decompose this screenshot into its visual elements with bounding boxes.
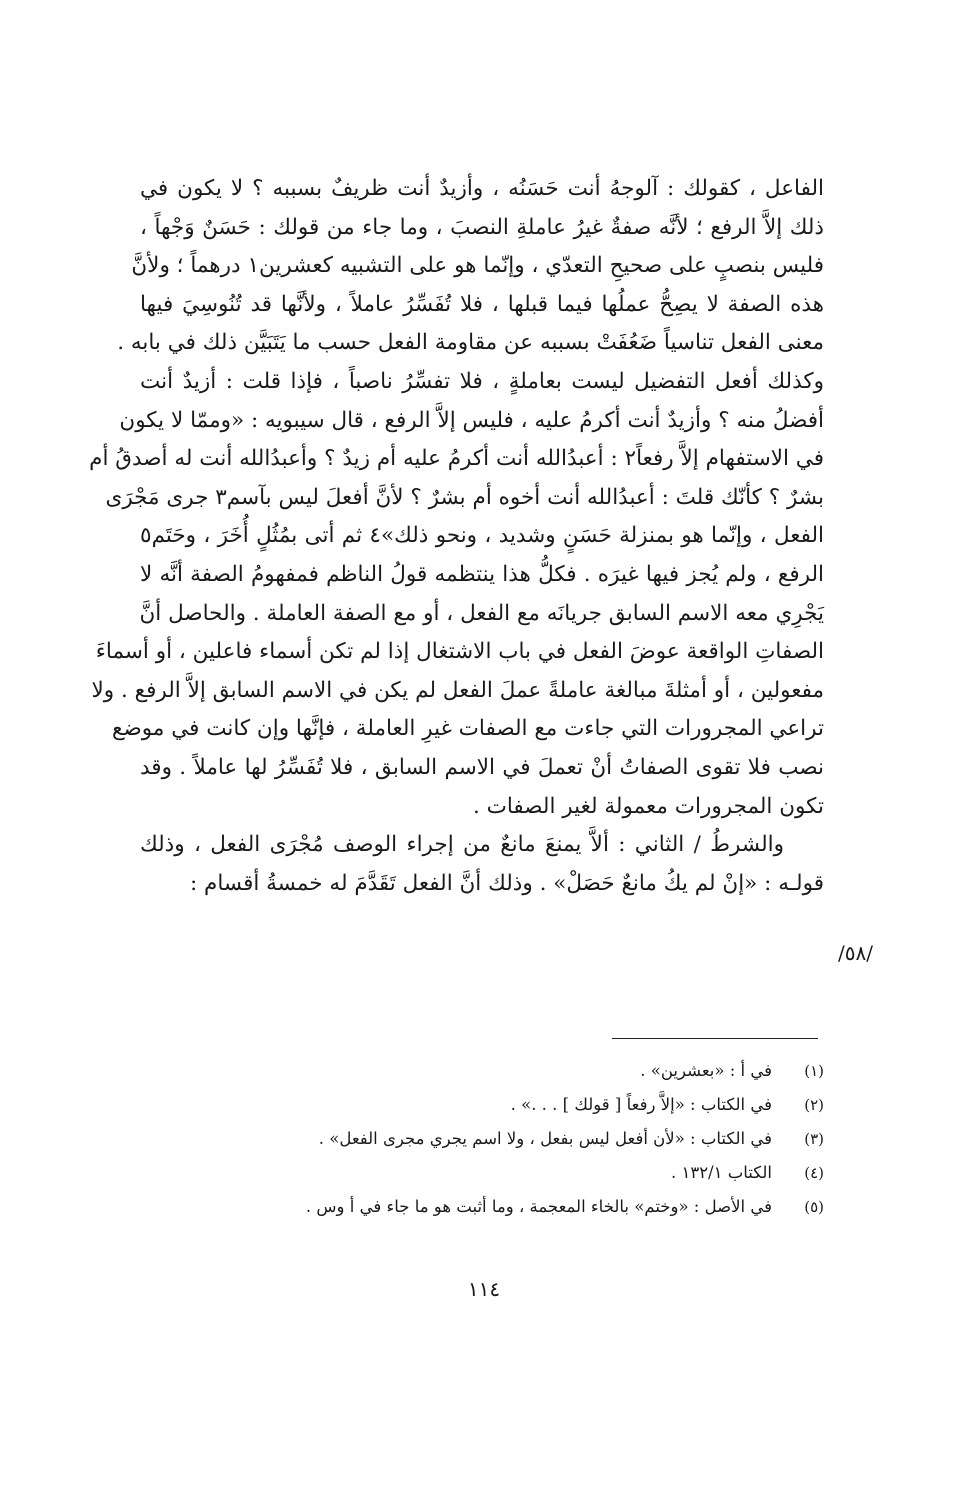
text-line: نصب فلا تقوى الصفاتُ أنْ تعملَ في الاسم السابق ، فلا تُفَسِّرُ لها عاملاً . وقد <box>140 754 824 780</box>
footnote-text: في الكتاب : «لأن أفعل ليس بفعل ، ولا اسم يجري مجرى الفعل» . <box>318 1129 772 1148</box>
footnote-number: (٢) <box>804 1096 824 1114</box>
footnote <box>140 1190 824 1224</box>
footnote <box>140 1156 824 1190</box>
text-line: ذلك إلاَّ الرفع ؛ لأنَّه صفةٌ غيرُ عاملةِ النصبَ ، وما جاء من قولك : حَسَنٌ وَجْهاً ، <box>140 214 824 240</box>
footnote-text: الكتاب ١٣٢/١ . <box>670 1163 772 1182</box>
text-line: فليس بنصبٍ على صحيحِ التعدّي ، وإنّما هو على التشبيه كعشرين١ درهماً ؛ ولأنَّ <box>131 253 824 279</box>
text-line: معنى الفعل تناسياً ضَعُفَتْ بسببه عن مقاومة الفعل حسب ما يَتَبَيَّن ذلك في بابه . <box>117 330 824 356</box>
manuscript-folio-marker: /٥٨/ <box>838 941 873 965</box>
main-text <box>89 170 824 903</box>
text-line: قولـه : «إنْ لم يكُ مانعٌ حَصَلْ» . وذلك أنَّ الفعل تَقَدَّمَ له خمسةُ أقسام : <box>189 870 824 896</box>
text-line: تكون المجرورات معمولة لغير الصفات . <box>472 793 824 819</box>
text-line: الفاعل ، كقولك : آلوجهُ أنت حَسَنُه ، وأزيدٌ أنت ظريفٌ بسببه ؟ لا يكون في <box>140 176 824 201</box>
footnote <box>140 1054 824 1088</box>
footnote-number: (١) <box>804 1062 824 1080</box>
footnote <box>140 1122 824 1156</box>
page-number: ١١٤ <box>467 1277 501 1301</box>
text-line: يَجْرِي معه الاسم السابق جريانَه مع الفعل ، أو مع الصفة العاملة . والحاصل أنَّ <box>139 600 824 626</box>
text-line: والشرطُ / الثاني : ألاَّ يمنعَ مانعٌ من إجراء الوصف مُجْرَى الفعل ، وذلك <box>140 832 784 858</box>
text-line: الفعل ، وإنّما هو بمنزلة حَسَنٍ وشديد ، ونحو ذلك»٤ ثم أتى بمُثُلٍ أُخَرَ ، وحَتَم٥ <box>140 523 824 549</box>
footnote-text: في أ : «بعشرين» . <box>640 1061 772 1080</box>
text-line: هذه الصفة لا يصِحُّ عملُها فيما قبلها ، فلا تُفَسِّرُ عاملاً ، ولأنَّها قد تُنُوسِيَ فيها <box>140 291 824 317</box>
footnote-number: (٥) <box>804 1198 824 1216</box>
footnote-text: في الكتاب : «إلاَّ رفعاً [ قولك ] . . .» . <box>510 1095 772 1114</box>
text-line: في الاستفهام إلاَّ رفعاً٢ : أعبدُالله أنت أكرمُ عليه أم زيدٌ ؟ وأعبدُالله أنت له أصدقُ أم <box>89 446 824 472</box>
footnote-separator <box>612 1038 818 1039</box>
text-line: مفعولين ، أو أمثلةَ مبالغة عاملةً عملَ الفعل لم يكن في الاسم السابق إلاَّ الرفع . ولا <box>91 677 824 703</box>
footnotes <box>140 1054 824 1224</box>
footnote-text: في الأصل : «وختم» بالخاء المعجمة ، وما أثبت هو ما جاء في أ وس . <box>305 1197 772 1216</box>
text-line: أفضلُ منه ؟ وأزيدٌ أنت أكرمُ عليه ، فليس إلاَّ الرفع ، قال سيبويه : «وممّا لا يكون <box>119 407 824 433</box>
text-line: وكذلك أفعل التفضيل ليست بعاملةٍ ، فلا تفسِّرُ ناصباً ، فإذا قلت : أزيدٌ أنت <box>140 368 824 394</box>
text-line: الرفع ، ولم يُجز فيها غيرَه . فكلُّ هذا ينتظمه قولُ الناظم فمفهومُ الصفة أنَّه لا <box>140 561 824 587</box>
text-line: الصفاتِ الواقعة عوضَ الفعل في باب الاشتغال إذا لم تكن أسماء فاعلين ، أو أسماءَ <box>95 639 824 665</box>
footnote-number: (٤) <box>804 1164 824 1182</box>
footnote <box>140 1088 824 1122</box>
text-line: بشرٌ ؟ كأنّك قلتَ : أعبدُالله أنت أخوه أم بشرٌ ؟ لأنَّ أفعلَ ليس بآسم٣ جرى مَجْرَى <box>105 484 824 510</box>
footnote-number: (٣) <box>804 1130 824 1148</box>
text-line: تراعي المجرورات التي جاءت مع الصفات غيرِ العاملة ، فإنَّها وإن كانت في موضع <box>112 716 824 742</box>
